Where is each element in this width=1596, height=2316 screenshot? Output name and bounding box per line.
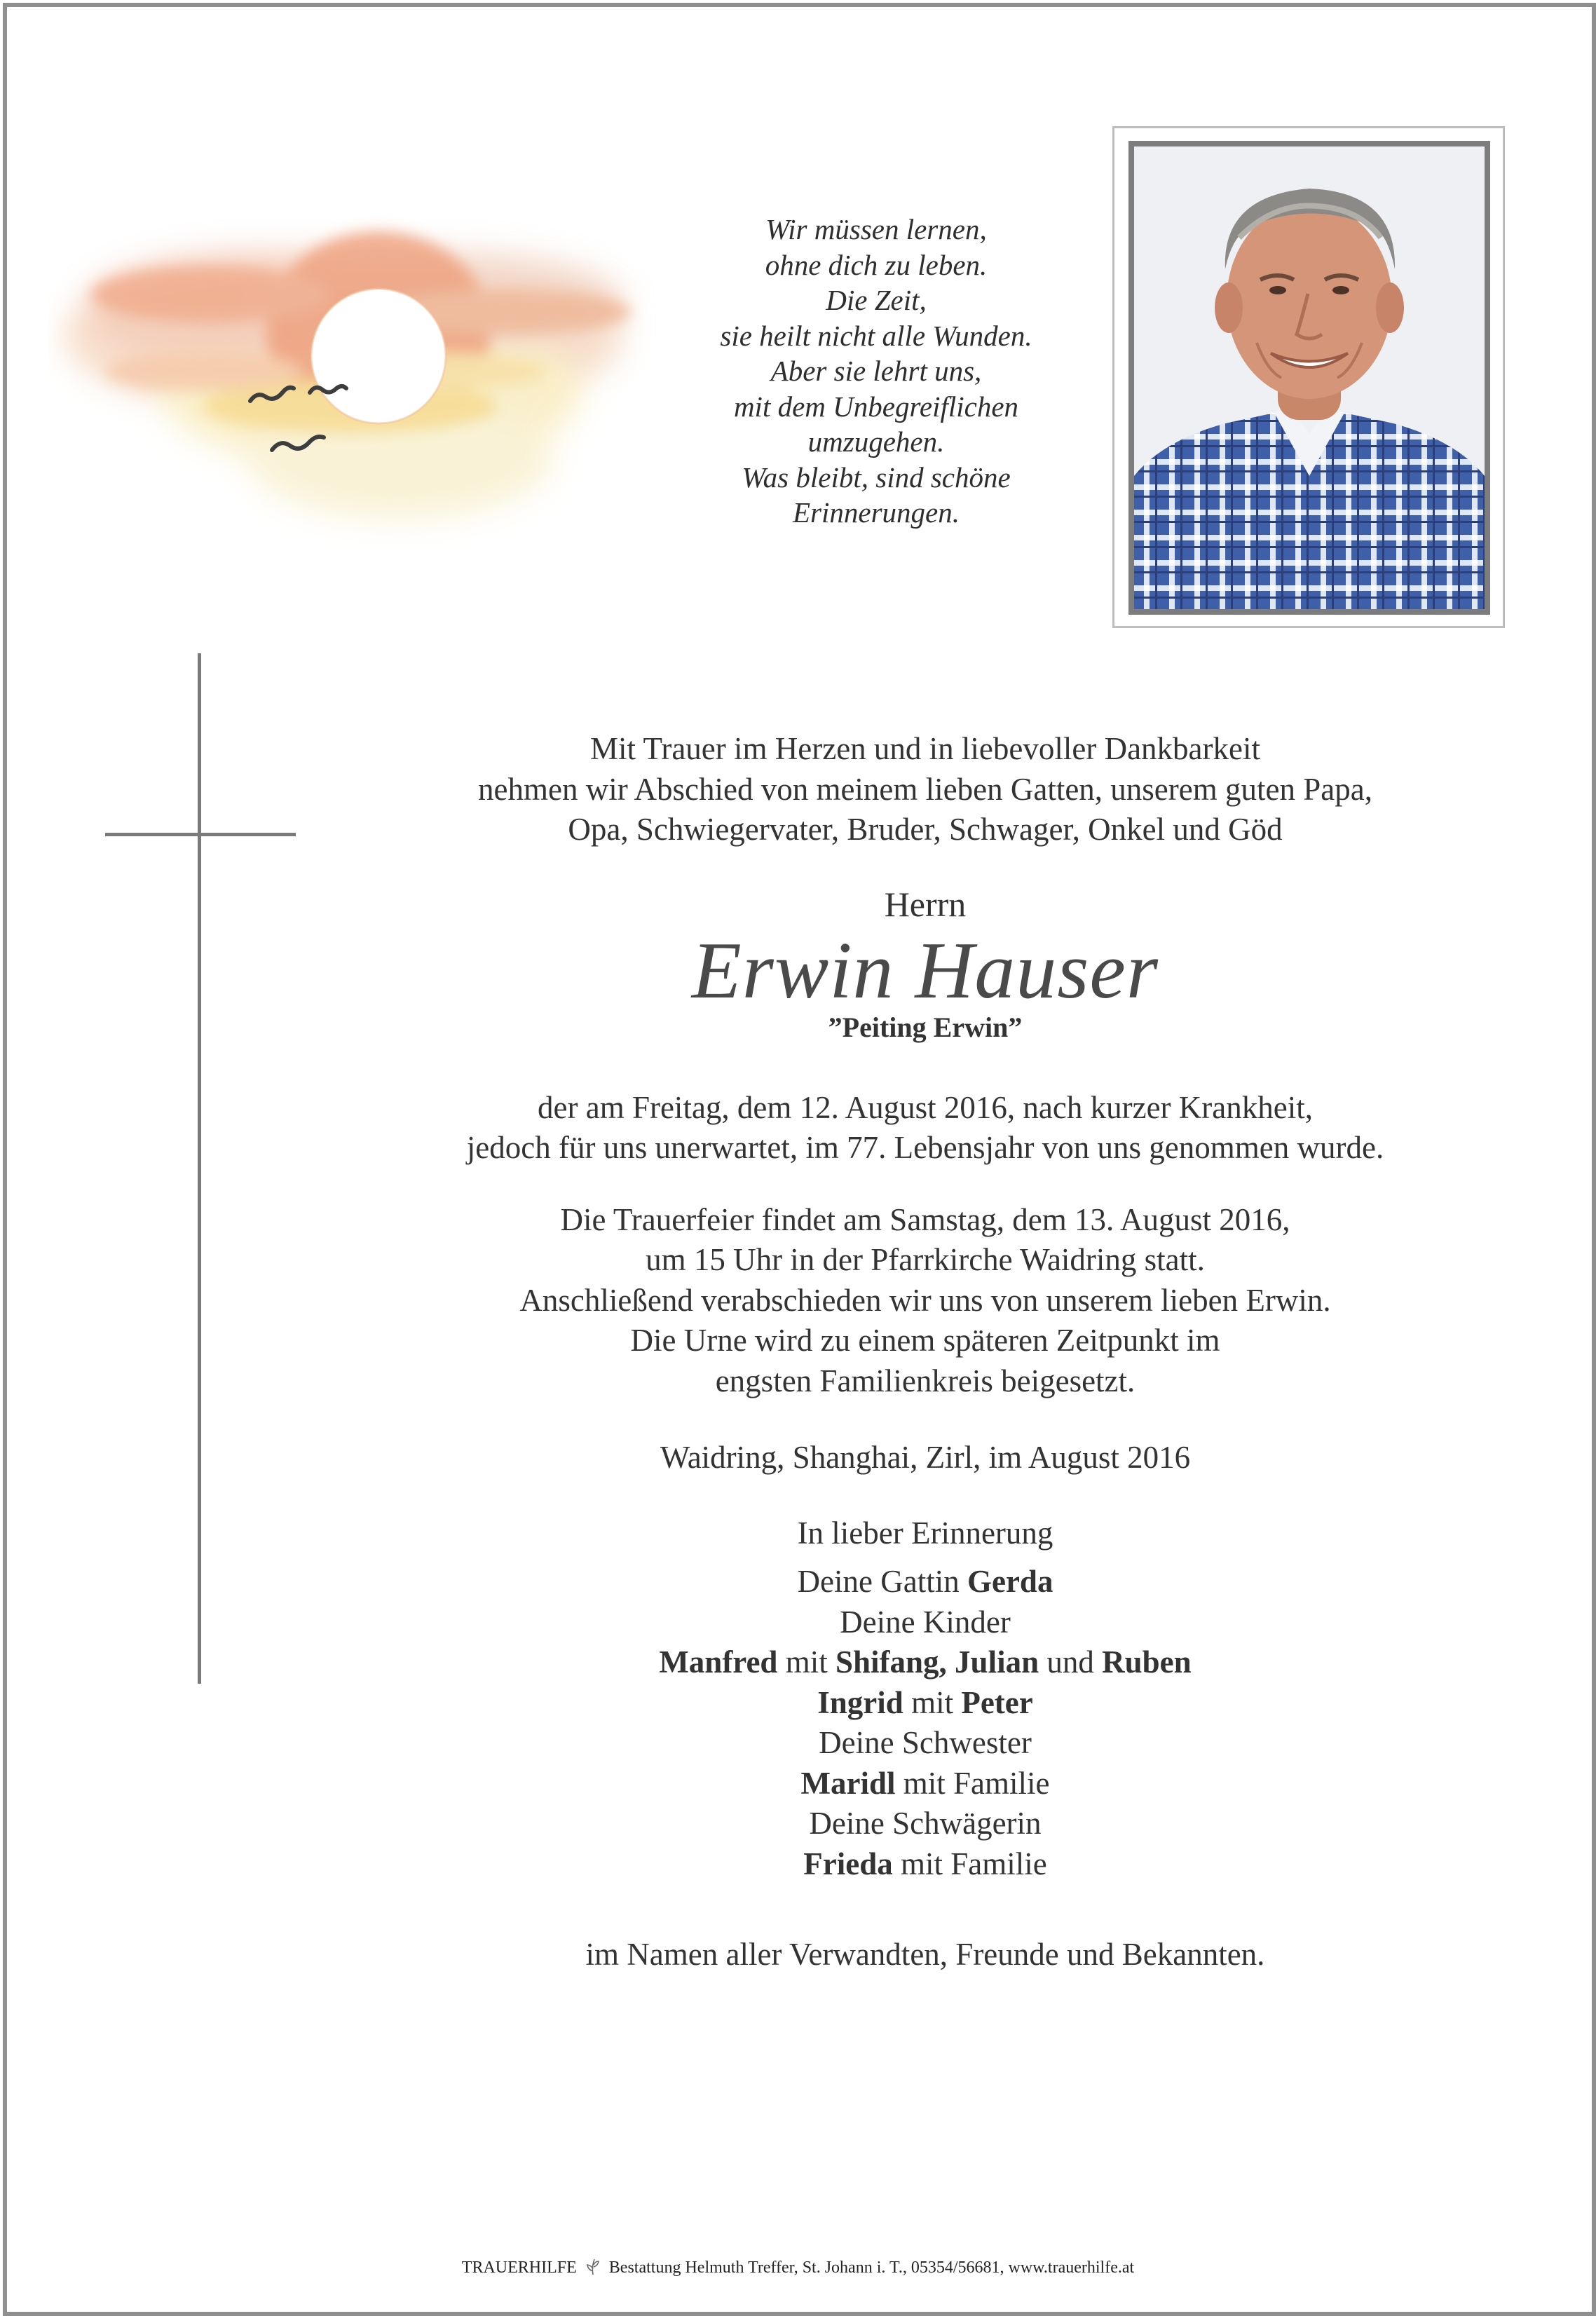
poem-line: Was bleibt, sind schöne (742, 461, 1011, 493)
ceremony-line: um 15 Uhr in der Pfarrkirche Waidring statt. (646, 1242, 1205, 1277)
connector: mit Familie (892, 1846, 1047, 1881)
poem-line: Die Zeit, (826, 284, 927, 316)
intro-line: nehmen wir Abschied von meinem lieben Gatten, unserem guten Papa, (478, 771, 1372, 807)
place-date: Waidring, Shanghai, Zirl, im August 2016 (660, 1440, 1191, 1475)
family-child-1 (308, 1642, 1542, 1683)
child-name: Ingrid (817, 1684, 903, 1720)
footer-brand: TRAUERHILFE (461, 2259, 577, 2277)
portrait-photo (1128, 141, 1490, 615)
family-children-label: Deine Kinder (840, 1604, 1011, 1640)
ceremony-line: Anschließend verabschieden wir uns von unserem lieben Erwin. (519, 1282, 1331, 1318)
family-sister-in-law (308, 1844, 1542, 1885)
closing-line: im Namen aller Verwandten, Freunde und Bekannten. (585, 1937, 1265, 1972)
portrait-icon (1134, 147, 1485, 609)
portrait-frame (1112, 126, 1505, 628)
ceremony-line: Die Urne wird zu einem späteren Zeitpunkt im (630, 1323, 1220, 1358)
sister-in-law-name: Frieda (803, 1846, 893, 1881)
connector: und (1039, 1644, 1103, 1680)
family-sister-in-law-label: Deine Schwägerin (809, 1806, 1042, 1841)
death-notice-line: jedoch für uns unerwartet, im 77. Lebensjahr von uns genommen wurde. (466, 1130, 1384, 1165)
intro-line: Mit Trauer im Herzen und in liebevoller Dankbarkeit (589, 731, 1260, 766)
footer (0, 2257, 1596, 2277)
cross-icon (198, 653, 201, 1684)
poem-line: sie heilt nicht alle Wunden. (720, 319, 1032, 352)
ceremony-line: Die Trauerfeier findet am Samstag, dem 13. August 2016, (560, 1201, 1290, 1237)
wife-label: Deine Gattin (797, 1564, 967, 1599)
connector: mit (777, 1644, 835, 1680)
poem-line: mit dem Unbegreiflichen (733, 390, 1019, 423)
poem (673, 212, 1079, 531)
deceased-name: Erwin Hauser (691, 925, 1159, 1016)
poem-line: ohne dich zu leben. (765, 248, 988, 281)
poem-line: Erinnerungen. (793, 496, 960, 529)
connector: mit (903, 1684, 962, 1720)
family-child-2 (308, 1683, 1542, 1724)
grandchild-name: Ruben (1102, 1644, 1192, 1680)
partner-name: Peter (961, 1684, 1033, 1720)
obituary-text (308, 729, 1542, 1975)
poem-line: umzugehen. (807, 425, 945, 458)
poem-line: Wir müssen lernen, (765, 213, 987, 245)
family-sister-label: Deine Schwester (819, 1725, 1032, 1760)
intro-line: Opa, Schwiegervater, Bruder, Schwager, Onkel und Göd (568, 812, 1283, 847)
family-sister (308, 1764, 1542, 1804)
poem-line: Aber sie lehrt uns, (770, 355, 982, 387)
cross-bar (105, 833, 296, 836)
wife-name: Gerda (967, 1564, 1053, 1599)
leaf-icon (585, 2257, 601, 2275)
child-name: Manfred (659, 1644, 778, 1680)
sister-name: Maridl (800, 1765, 896, 1801)
child-family-names: Shifang, Julian (835, 1644, 1039, 1680)
family-wife (308, 1562, 1542, 1602)
salutation: Herrn (884, 884, 967, 924)
ceremony-line: engsten Familienkreis beigesetzt. (715, 1363, 1135, 1398)
death-notice-line: der am Freitag, dem 12. August 2016, nach kurzer Krankheit, (538, 1089, 1313, 1125)
memory-heading: In lieber Erinnerung (797, 1515, 1053, 1551)
nickname: ”Peiting Erwin” (828, 1011, 1023, 1043)
footer-text: Bestattung Helmuth Treffer, St. Johann i. T., 05354/56681, www.trauerhilfe.at (608, 2259, 1135, 2277)
connector: mit Familie (895, 1765, 1050, 1801)
